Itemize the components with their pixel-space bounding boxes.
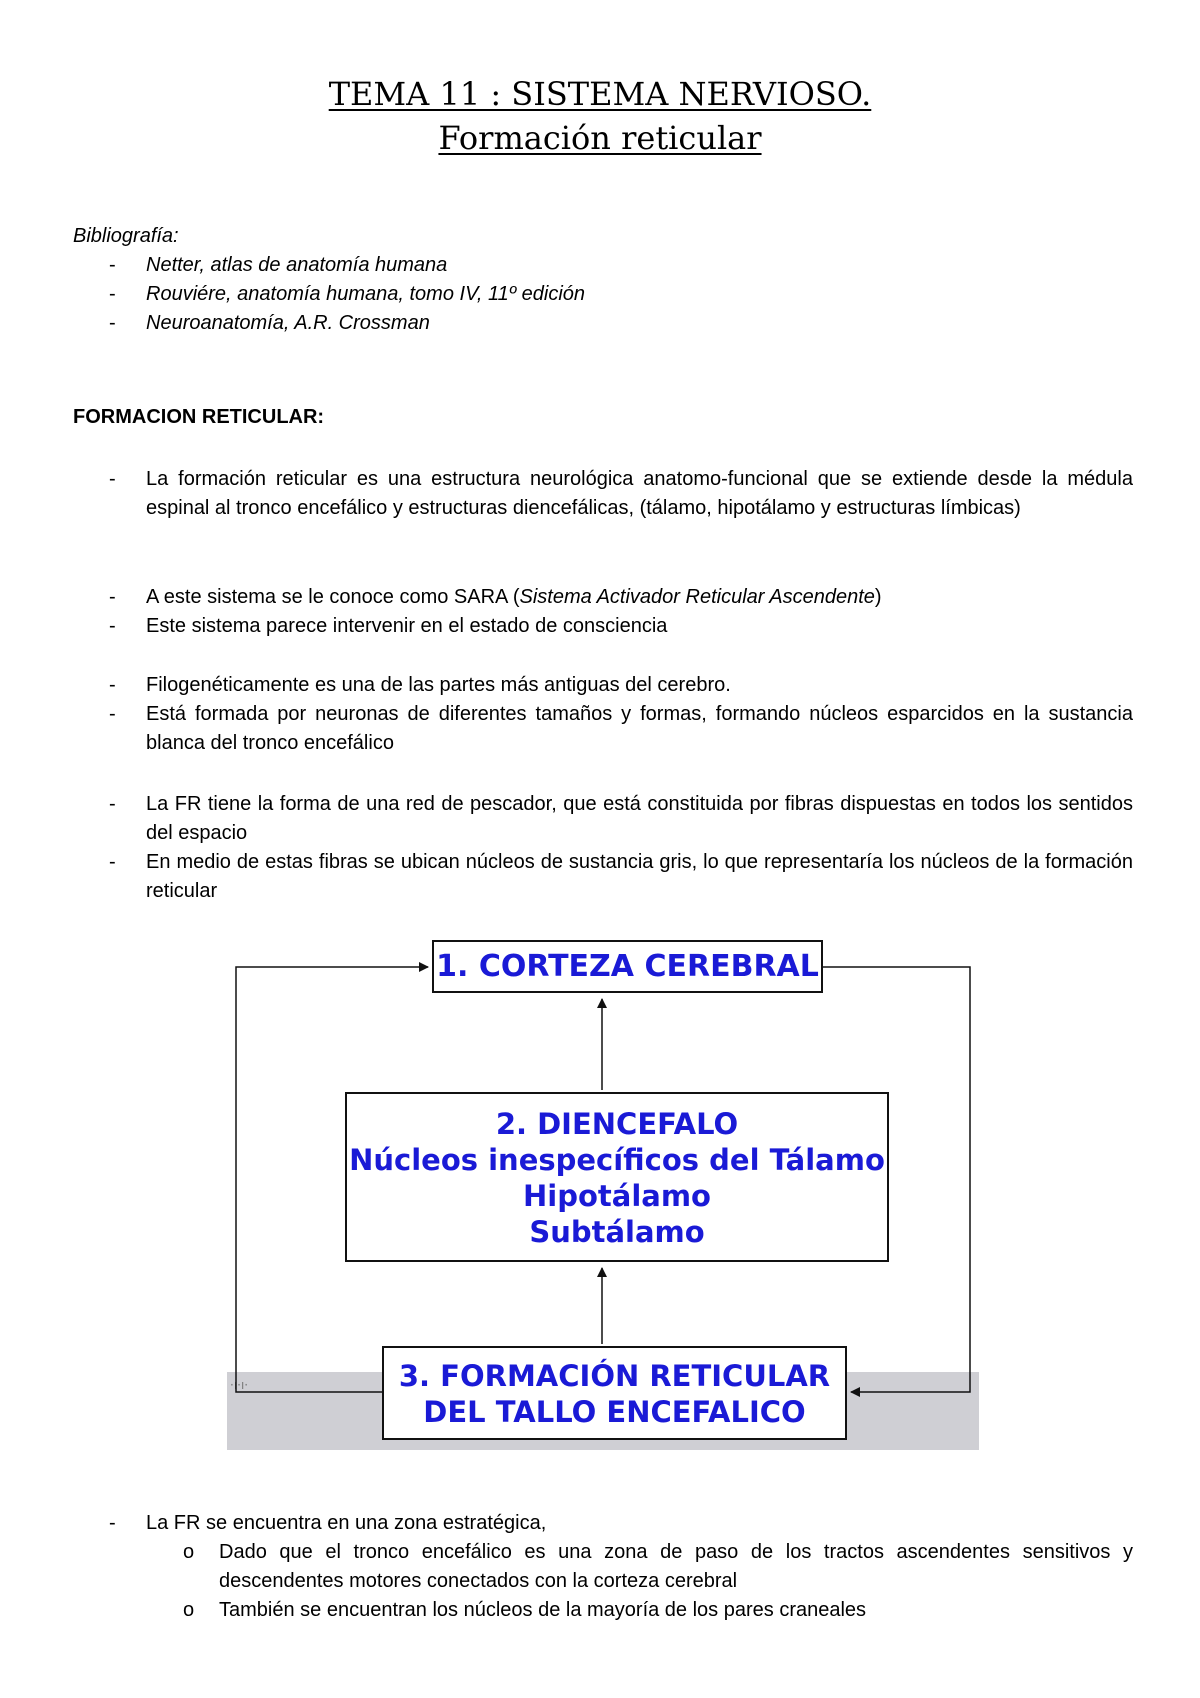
- bullet-text-close: ): [874, 586, 882, 608]
- sub-bullet-item: [73, 1596, 1133, 1625]
- formacion-line-1: 3. FORMACIÓN RETICULAR: [398, 1359, 831, 1393]
- bibliography-item-text: Rouviére, anatomía humana, tomo IV, 11º edición: [146, 283, 586, 305]
- list-dash: -: [109, 283, 116, 305]
- bullet-text-italic: Sistema Activador Reticular Ascendente: [519, 586, 875, 608]
- diencefalo-box: [345, 1092, 889, 1262]
- section-heading: FORMACION RETICULAR:: [73, 406, 325, 428]
- list-dash: -: [109, 254, 116, 276]
- diencefalo-line-hipotalamo: Hipotálamo: [523, 1179, 711, 1213]
- list-dash: -: [109, 586, 116, 608]
- bullet-text: En medio de estas fibras se ubican núcleos de sustancia gris, lo que representaría los núcleos de la formación reticular: [146, 851, 1133, 902]
- list-dash: -: [109, 674, 116, 696]
- list-dash: -: [109, 615, 116, 637]
- list-dash: -: [109, 1512, 116, 1534]
- bullet-text: La FR se encuentra en una zona estratégica,: [146, 1512, 547, 1534]
- bullet-item: [73, 1509, 1133, 1538]
- sub-bullet-item: [73, 1538, 1133, 1596]
- ghost-marker: ·ı·ı·: [230, 1378, 249, 1392]
- corteza-cerebral-box: [432, 940, 823, 993]
- bullet-group-5: [73, 1509, 1133, 1625]
- sub-bullet-text: También se encuentran los núcleos de la mayoría de los pares craneales: [219, 1599, 867, 1621]
- list-dash: -: [109, 851, 116, 873]
- corteza-label: 1. CORTEZA CEREBRAL: [436, 949, 819, 984]
- bibliography-item-text: Neuroanatomía, A.R. Crossman: [146, 312, 430, 334]
- bibliography-item-text: Netter, atlas de anatomía humana: [146, 254, 448, 276]
- title-line-2: Formación reticular: [438, 119, 762, 157]
- list-dash: -: [109, 793, 116, 815]
- bullet-text: Este sistema parece intervenir en el estado de consciencia: [146, 615, 668, 637]
- list-dash: -: [109, 312, 116, 334]
- formacion-reticular-box: [382, 1346, 847, 1440]
- sub-bullet-text: Dado que el tronco encefálico es una zona de paso de los tractos ascendentes sensitivos y descendentes motores conectados con la corteza cerebral: [219, 1541, 1133, 1592]
- title-line-1: TEMA 11 : SISTEMA NERVIOSO.: [328, 75, 872, 113]
- bullet-text: Filogenéticamente es una de las partes más antiguas del cerebro.: [146, 674, 731, 696]
- list-circle: o: [183, 1541, 195, 1563]
- list-dash: -: [109, 703, 116, 725]
- bibliography-heading: Bibliografía:: [73, 225, 179, 247]
- list-dash: -: [109, 468, 116, 490]
- bullet-text: La formación reticular es una estructura neurológica anatomo-funcional que se extiende desde la médula espinal al tronco encefálico y estructuras diencefálicas, (tálamo, hipotálamo y estructuras límbicas): [146, 468, 1133, 519]
- bullet-text: La FR tiene la forma de una red de pescador, que está constituida por fibras dispuestas en todos los sentidos del espacio: [146, 793, 1133, 844]
- diencefalo-title: 2. DIENCEFALO: [495, 1107, 739, 1141]
- bullet-text: A este sistema se le conoce como SARA (: [146, 586, 520, 608]
- diencefalo-line-nucleos: Núcleos inespecíficos del Tálamo: [349, 1143, 885, 1177]
- formacion-line-2: DEL TALLO ENCEFALICO: [423, 1395, 806, 1429]
- diencefalo-line-subtalamo: Subtálamo: [529, 1215, 705, 1249]
- list-circle: o: [183, 1599, 195, 1621]
- bullet-text: Está formada por neuronas de diferentes tamaños y formas, formando núcleos esparcidos en la sustancia blanca del tronco encefálico: [146, 703, 1133, 754]
